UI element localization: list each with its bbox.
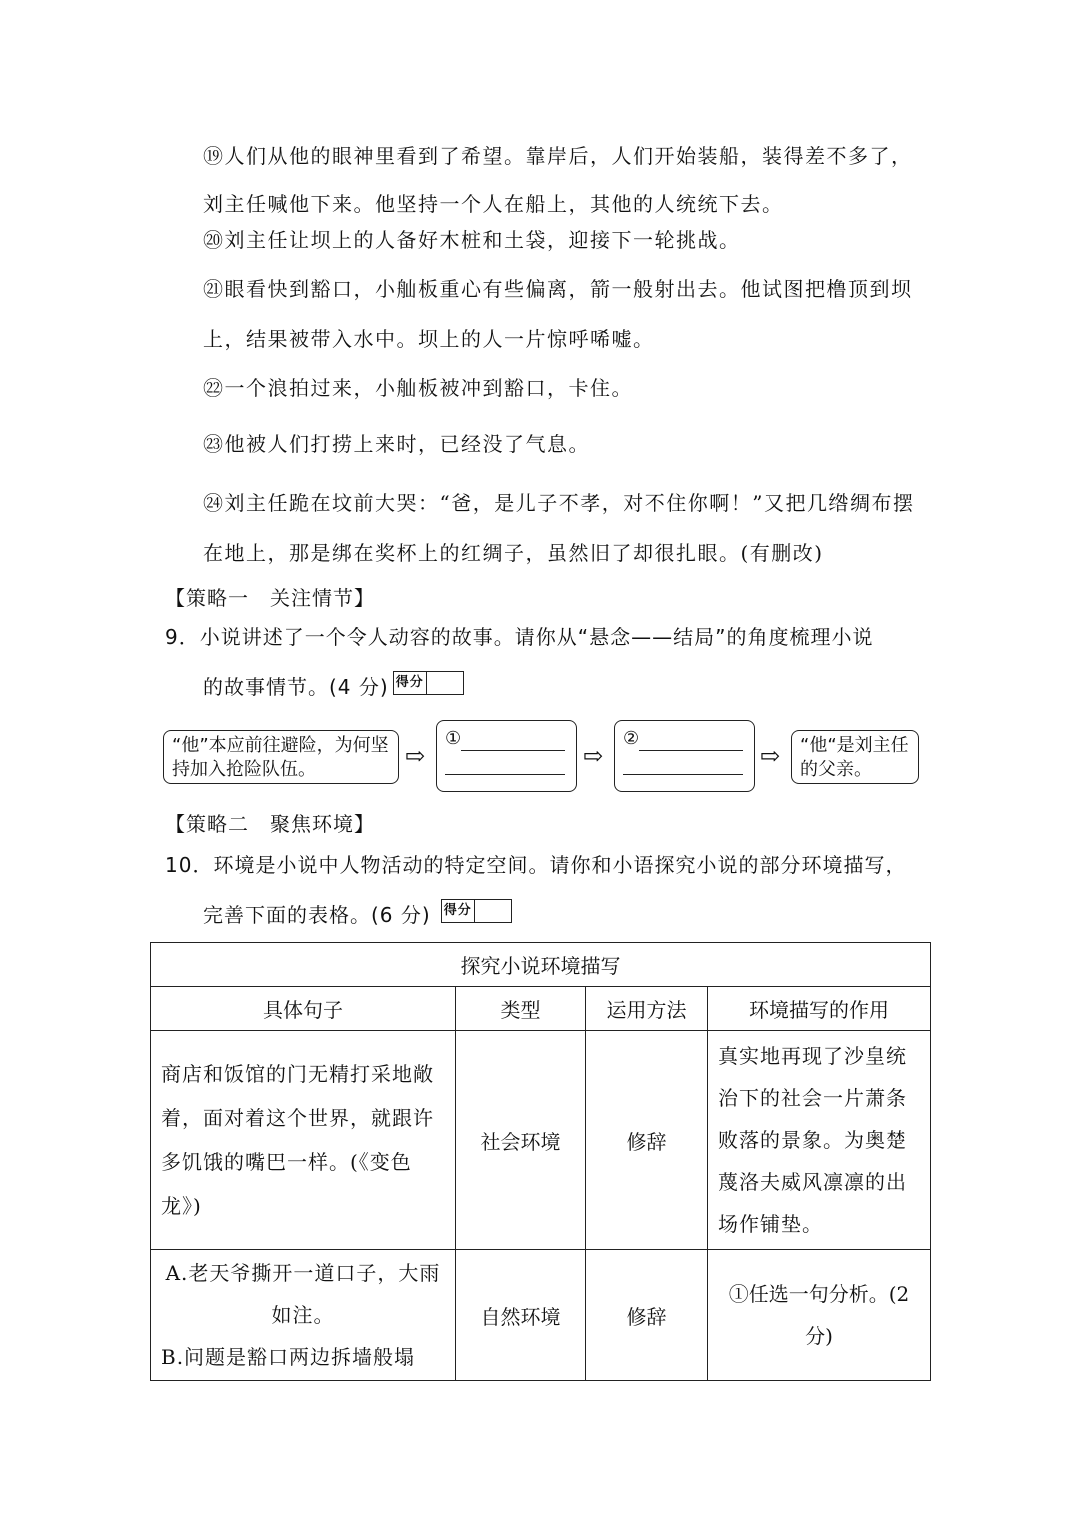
- question-10-line1: 10．环境是小说中人物活动的特定空间。请你和小语探究小说的部分环境描写，: [165, 853, 907, 877]
- row1-effect: 真实地再现了沙皇统治下的社会一片萧条败落的景象。为奥楚蔑洛夫威风凛凛的出场作铺垫。: [708, 1031, 931, 1250]
- table-row: [151, 1250, 931, 1381]
- environment-table: [150, 942, 931, 1381]
- paragraph-20: [165, 216, 925, 264]
- paragraph-21: [165, 264, 925, 364]
- row2-sentence-a: A.老天爷撕开一道口子，大雨如注。: [165, 1261, 441, 1327]
- paragraph-22: [165, 364, 925, 412]
- paragraph-text: 刘主任让坝上的人备好木桩和土袋，迎接下一轮挑战。: [224, 228, 741, 252]
- paragraph-text: 一个浪拍过来，小舢板被冲到豁口，卡住。: [224, 376, 633, 400]
- blank-1-line2[interactable]: [445, 756, 565, 775]
- paragraph-number: ㉑: [203, 277, 225, 301]
- paragraph-number: ㉔: [203, 491, 225, 515]
- score-blank[interactable]: [475, 900, 511, 922]
- row1-sentence: 商店和饭馆的门无精打采地敞着，面对着这个世界，就跟许多饥饿的嘴巴一样。(《变色龙》): [151, 1031, 456, 1250]
- flow-box-suspense-text: “他”本应前往避险，为何坚持加入抢险队伍。: [172, 735, 389, 780]
- table-title-row: [151, 943, 931, 987]
- plot-flow-diagram: [163, 720, 923, 792]
- blank-1-line1[interactable]: [461, 732, 565, 751]
- table-title: 探究小说环境描写: [151, 943, 931, 987]
- row2-effect[interactable]: ①任选一句分析。(2分): [708, 1250, 931, 1381]
- paragraph-number: ㉒: [203, 376, 225, 400]
- question-9-line2-wrap: [165, 662, 925, 712]
- question-9: [165, 612, 925, 712]
- header-method: 运用方法: [586, 987, 708, 1031]
- row2-sentence: [151, 1250, 456, 1381]
- arrow-icon: ⇨: [760, 742, 781, 770]
- blank-2-line2[interactable]: [623, 756, 743, 775]
- paragraph-number: ⑳: [203, 228, 225, 252]
- question-9-line1: 9．小说讲述了一个令人动容的故事。请你从“悬念——结局”的角度梳理小说: [165, 625, 874, 649]
- score-box[interactable]: [441, 899, 512, 923]
- flow-box-ending-text: “他“是刘主任的父亲。: [800, 735, 909, 780]
- header-type: 类型: [456, 987, 586, 1031]
- question-10: [165, 840, 925, 940]
- blank-2-number: ②: [623, 728, 640, 749]
- strategy-2-heading: 【策略二 聚焦环境】: [165, 812, 375, 836]
- paragraph-number: ⑲: [203, 144, 225, 168]
- table-header-row: [151, 987, 931, 1031]
- paragraph-19: [165, 132, 925, 228]
- strategy-1-heading: 【策略一 关注情节】: [165, 586, 375, 610]
- question-10-line2: 完善下面的表格。(6 分): [203, 903, 431, 927]
- score-blank[interactable]: [427, 672, 463, 694]
- table-row: [151, 1031, 931, 1250]
- flow-box-blank-2[interactable]: [614, 720, 755, 792]
- header-sentence: 具体句子: [151, 987, 456, 1031]
- score-label: 得分: [442, 900, 475, 922]
- paragraph-23: [165, 420, 925, 468]
- paragraph-text: 他被人们打捞上来时，已经没了气息。: [224, 432, 590, 456]
- arrow-icon: ⇨: [405, 742, 426, 770]
- paragraph-number: ㉓: [203, 432, 225, 456]
- row1-type: 社会环境: [456, 1031, 586, 1250]
- question-10-line2-wrap: [165, 890, 925, 940]
- flow-box-blank-1[interactable]: [436, 720, 577, 792]
- paragraph-text: 人们从他的眼神里看到了希望。靠岸后，人们开始装船，装得差不多了，刘主任喊他下来。他坚持一个人在船上，其他的人统统下去。: [203, 144, 913, 216]
- score-box[interactable]: [393, 671, 464, 695]
- row2-sentence-b: B.问题是豁口两边拆墙般塌: [161, 1345, 416, 1369]
- row1-method: 修辞: [586, 1031, 708, 1250]
- score-label: 得分: [394, 672, 427, 694]
- paragraph-text: 眼看快到豁口，小舢板重心有些偏离，箭一般射出去。他试图把橹顶到坝上，结果被带入水中。坝上的人一片惊呼唏嘘。: [203, 277, 913, 351]
- question-9-line2: 的故事情节。(4 分): [203, 675, 389, 699]
- blank-2-line1[interactable]: [639, 732, 743, 751]
- paragraph-24: [165, 478, 925, 578]
- flow-box-ending: [791, 730, 919, 784]
- arrow-icon: ⇨: [583, 742, 604, 770]
- header-effect: 环境描写的作用: [708, 987, 931, 1031]
- row2-method: 修辞: [586, 1250, 708, 1381]
- blank-1-number: ①: [445, 728, 462, 749]
- flow-box-suspense: [163, 730, 399, 784]
- paragraph-text: 刘主任跪在坟前大哭：“爸，是儿子不孝，对不住你啊！”又把几绺绸布摆在地上，那是绑在奖杯上的红绸子，虽然旧了却很扎眼。(有删改): [203, 491, 915, 565]
- row2-type: 自然环境: [456, 1250, 586, 1381]
